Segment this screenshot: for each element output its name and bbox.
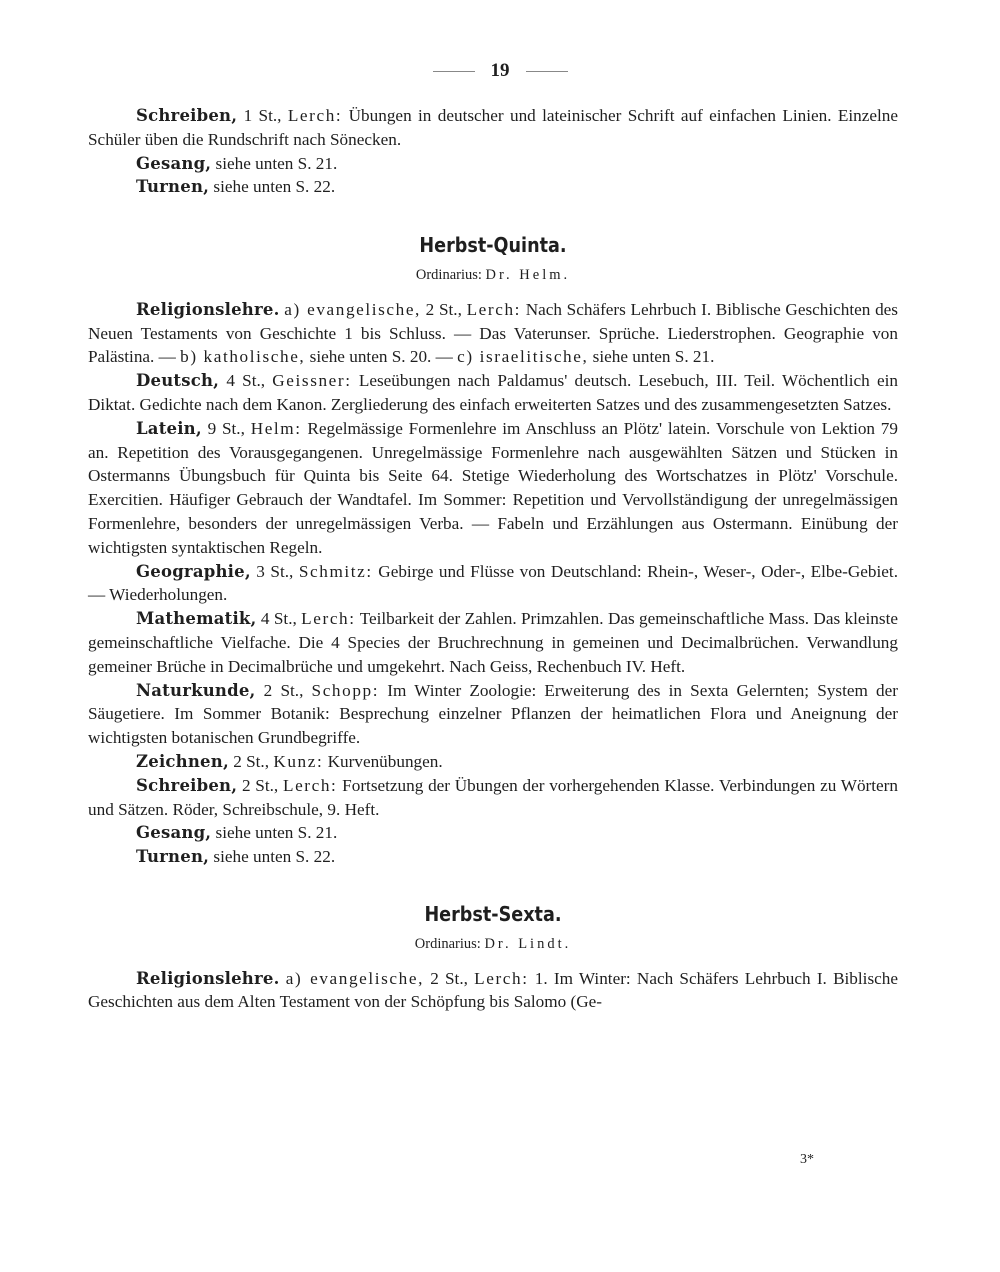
subject-title: Turnen, [136, 177, 210, 197]
spaced-text: Kunz: [273, 751, 324, 771]
subject-paragraph [88, 298, 898, 369]
subject-paragraph [88, 417, 898, 560]
page-number-text: 19 [490, 60, 510, 81]
spaced-text: Lerch: [466, 299, 522, 319]
ordinarius-label: Ordinarius: [415, 266, 482, 283]
subject-paragraph [88, 821, 898, 845]
paragraph-text: 1 St., [237, 106, 288, 125]
paragraph-text: 2 St., [420, 299, 467, 319]
document-body [88, 104, 898, 1014]
page-number [0, 60, 1000, 82]
paragraph-text: 3 St., [250, 561, 299, 581]
spaced-text: Helm: [250, 418, 302, 438]
spaced-text: c) israelitische, [457, 347, 589, 367]
paragraph-text: Nach Schäfers Lehrbuch I. Biblische Geschichten des Neuen Testaments von Geschichte 1 bis Schluss. — Das Vaterunser. Sprüche. Liederstrophen. Geographie von Palästina. — [88, 299, 898, 367]
subject-paragraph [88, 679, 898, 750]
signature-mark: 3* [800, 1152, 814, 1167]
subject-title: Turnen, [136, 847, 210, 867]
spaced-text: Schopp: [311, 680, 380, 700]
page-number-dash-left [433, 71, 475, 72]
ordinarius-line [88, 933, 898, 957]
spaced-text: Geissner: [272, 371, 352, 391]
paragraph-text: Fortsetzung der Übungen der vorhergehenden Klasse. Verbindungen zu Wörtern und Sätzen. Röder, Schreibschule, 9. Heft. [88, 775, 898, 819]
subject-title: Schreiben, [136, 106, 238, 125]
paragraph-text: 2 St., [423, 968, 475, 988]
paragraph-text: siehe unten S. 22. [209, 847, 336, 867]
spaced-text: a) evangelische, [284, 299, 421, 319]
subject-paragraph [88, 774, 898, 822]
paragraph-text: Im Winter Zoologie: Erweiterung des in Sexta Gelernten; System der Säugetiere. Im Sommer Botanik: Besprechung einzelner Pflanzen der heimatlichen Flora und Aneignung der wichtigsten botanischen Grundbegriffe. [88, 680, 898, 748]
subject-paragraph [88, 104, 898, 152]
spaced-text: Lerch: [301, 609, 356, 629]
subject-title: Schreiben, [136, 775, 238, 795]
subject-title: Zeichnen, [136, 751, 229, 771]
paragraph-text: 4 St., [219, 371, 273, 391]
paragraph-text: siehe unten S. 20. — [305, 347, 458, 367]
ordinarius-name: Dr. Lindt. [484, 935, 572, 952]
paragraph-text: 4 St., [256, 609, 302, 629]
paragraph-text: Gebirge und Flüsse von Deutschland: Rhein-, Weser-, Oder-, Elbe-Gebiet. — Wiederholungen. [88, 561, 898, 605]
spaced-text: Lerch: [474, 968, 529, 988]
paragraph-text: Regelmässige Formenlehre im Anschluss an Plötz' latein. Vorschule von Lektion 79 an. Repetition des Vorausgegangenen. Unregelmässige Formenlehre nach ausgewählten Sätzen und Stücken in Ostermanns Übungsbuch für Quinta bis Seite 64. Stetige Wiederholung des Wortschatzes in Plötz' Vorschule. Exercitien. Häufiger Gebrauch der Wandtafel. Im Sommer: Repetition und Vervollständigung der unregelmässigen Formenlehre, besonders der unregelmässigen Verba. — Fabeln und Erzählungen aus Ostermann. Einübung der wichtigsten syntaktischen Regeln. [88, 418, 898, 557]
subject-paragraph [88, 750, 898, 774]
subject-title: Gesang, [136, 153, 212, 173]
section-heading: Herbst-Quinta. [419, 233, 567, 258]
paragraph-text: Leseübungen nach Paldamus' deutsch. Lesebuch, III. Teil. Wöchentlich ein Diktat. Gedichte nach dem Kanon. Zergliederung des einfach erweiterten Satzes und des zusammengesetzten Satzes. [88, 371, 898, 414]
paragraph-text: Übungen in deutscher und lateinischer Schrift auf einfachen Linien. Einzelne Schüler üben die Rundschrift nach Sönecken. [88, 106, 898, 149]
spaced-text: a) evangelische, [285, 968, 424, 988]
subject-title: Mathematik, [136, 609, 257, 629]
spaced-text: Lerch: [282, 775, 338, 795]
ordinarius-name: Dr. Helm. [485, 266, 571, 283]
paragraph-text: siehe unten S. 22. [209, 177, 336, 197]
subject-title: Gesang, [136, 823, 212, 843]
subject-paragraph [88, 560, 898, 608]
subject-title: Religionslehre. [136, 968, 280, 988]
subject-title: Naturkunde, [136, 680, 256, 700]
spaced-text: Schmitz: [298, 561, 373, 581]
subject-paragraph [88, 967, 898, 1015]
page-number-dash-right [526, 71, 568, 72]
paragraph-text: Teilbarkeit der Zahlen. Primzahlen. Das gemeinschaftliche Mass. Das kleinste gemeinschaftliche Vielfache. Die 4 Species der Bruchrechnung in gemeinen und Decimalbrüchen. Verwandlung gemeiner Brüche in Decimalbrüche und umgekehrt. Nach Geiss, Rechenbuch IV. Heft. [88, 609, 898, 676]
ordinarius-label: Ordinarius: [414, 935, 481, 952]
subject-title: Geographie, [136, 561, 251, 581]
paragraph-text: 2 St., [228, 751, 274, 771]
subject-title: Religionslehre. [136, 299, 280, 319]
paragraph-text: siehe unten S. 21. [211, 823, 338, 843]
paragraph-text: Kurvenübungen. [323, 751, 443, 771]
subject-paragraph [88, 369, 898, 417]
subject-title: Latein, [136, 418, 202, 438]
paragraph-text: siehe unten S. 21. [211, 153, 338, 173]
paragraph-text: 9 St., [201, 418, 251, 438]
spaced-text: b) katholische, [180, 347, 306, 367]
paragraph-text: 1. Im Winter: Nach Schäfers Lehrbuch I. Biblische Geschichten aus dem Alten Testament von der Schöpfung bis Salomo (Ge- [88, 968, 898, 1012]
subject-paragraph [88, 152, 898, 176]
subject-title: Deutsch, [136, 371, 220, 391]
section-heading: Herbst-Sexta. [424, 901, 562, 926]
paragraph-text: siehe unten S. 21. [588, 347, 715, 367]
subject-paragraph [88, 175, 898, 199]
ordinarius-line [88, 264, 898, 288]
subject-paragraph [88, 607, 898, 678]
paragraph-text: 2 St., [255, 680, 312, 700]
spaced-text: Lerch: [287, 106, 343, 125]
paragraph-text: 2 St., [237, 775, 283, 795]
subject-paragraph [88, 845, 898, 869]
